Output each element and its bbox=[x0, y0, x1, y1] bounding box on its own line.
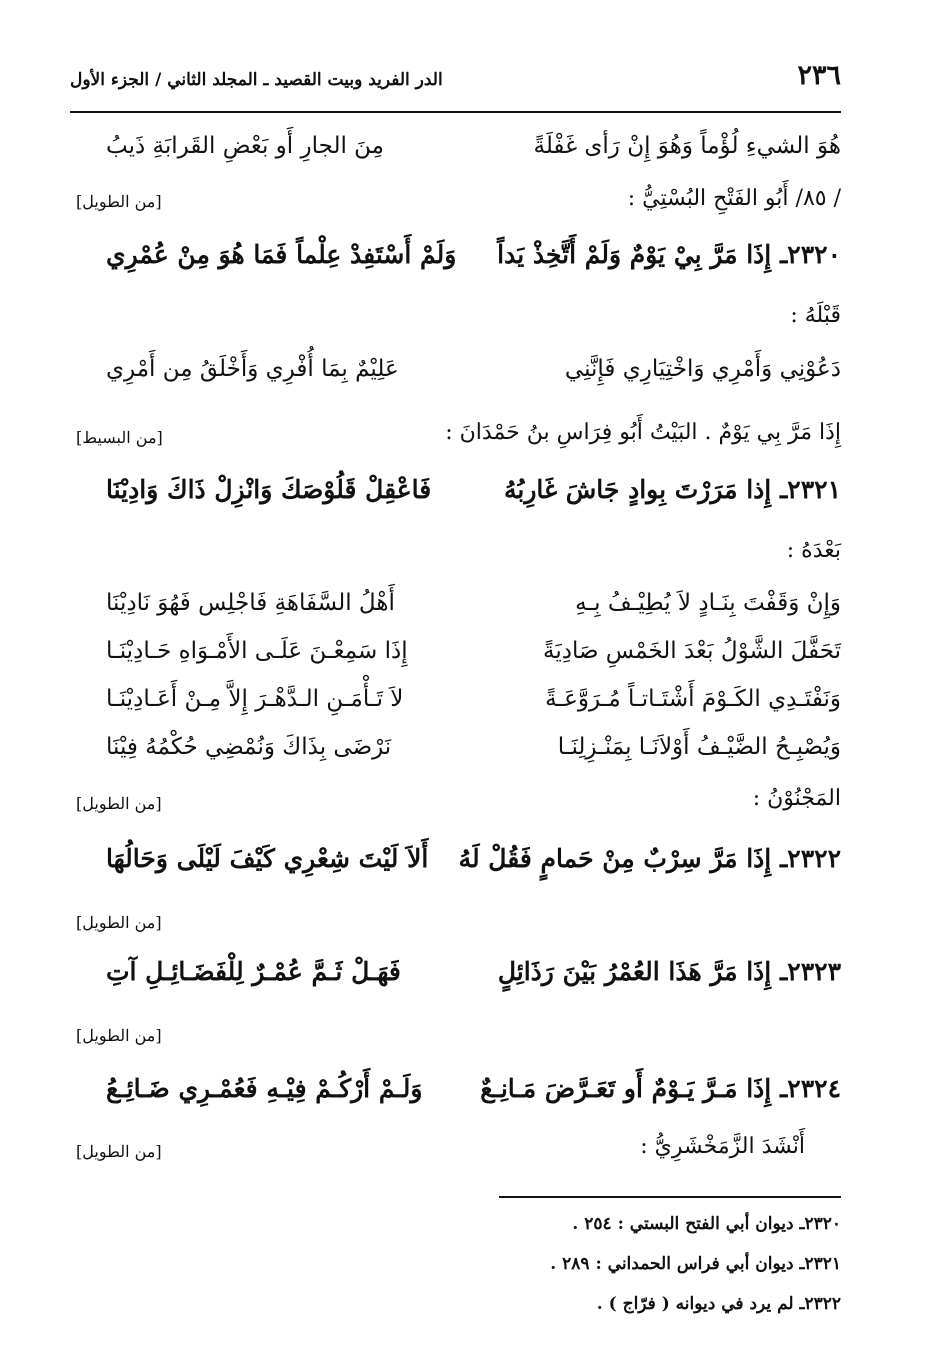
poet-intro: إِذَا مَرَّ بِي يَوْمٌ . البَيْتُ أَبُو فِرَاسِ بنُ حَمْدَانَ : bbox=[445, 420, 841, 445]
verse-first-hemistich: وَيُصْبِـحُ الضَّيْـفُ أَوْلاَنَـا بِمَنْـزِلِنَـا bbox=[557, 734, 841, 760]
verse-line bbox=[96, 638, 841, 682]
verse-second-hemistich: أَلاَ لَيْتَ شِعْرِي كَيْفَ لَيْلَى وَحَالُهَا bbox=[106, 844, 429, 873]
verse-second-hemistich: عَلِيْمٌ بِمَا أُفْرِي وَأَخْلَقُ مِن أَمْرِي bbox=[106, 356, 399, 382]
verse-first-hemistich: دَعُوْنِي وَأَمْرِي وَاخْتِيَارِي فَإِنَّنِي bbox=[564, 356, 841, 382]
verse-line bbox=[96, 356, 841, 400]
poet-intro: المَجْنُوْنُ : bbox=[752, 786, 841, 811]
verse-2320 bbox=[96, 240, 841, 284]
running-title: الدر الفريد وبيت القصيد ـ المجلد الثاني / الجزء الأول bbox=[70, 70, 443, 90]
header-rule bbox=[70, 111, 841, 113]
footnote-rule bbox=[499, 1196, 841, 1198]
meter-label: [من الطويل] bbox=[76, 794, 162, 813]
verse-second-hemistich: مِنَ الجارِ أَو بَعْضِ القَرابَةِ ذَيبُ bbox=[106, 133, 384, 159]
verse-second-hemistich: لاَ تَـأْمَـنِ الـدَّهْـرَ إِلاَّ مِـنْ أَعَـادِيْنَـا bbox=[106, 686, 404, 712]
verse-line bbox=[96, 686, 841, 730]
footnote: ٢٣٢١ـ ديوان أبي فراس الحمداني : ٢٨٩ . bbox=[550, 1254, 841, 1274]
verse-first-hemistich: وَنَفْتَـدِي الكَـوْمَ أَشْتَـاتـاً مُـرَوَّعَـةً bbox=[545, 686, 841, 712]
verse-first-hemistich: ٢٣٢٠ـ إِذَا مَرَّ بِيْ يَوْمٌ وَلَمْ أَتَّخِذْ يَداً bbox=[497, 240, 841, 269]
poet-intro: / ٨٥/ أَبُو الفَتْحِ البُسْتِيُّ : bbox=[627, 186, 841, 211]
verse-first-hemistich: ٢٣٢١ـ إِذا مَرَرْتَ بِوادٍ جَاشَ غَارِبُهُ bbox=[503, 475, 841, 504]
page-number: ٢٣٦ bbox=[797, 60, 841, 91]
verse-2324 bbox=[96, 1074, 841, 1118]
verse-second-hemistich: وَلَـمْ أَرْكُـمْ فِيْـهِ فَعُمْـرِي ضَـائِـعُ bbox=[106, 1074, 423, 1103]
verse-line bbox=[96, 133, 841, 177]
verse-first-hemistich: هُوَ الشيءِ لُؤْماً وَهُوَ إِنْ رَأى غَفْلَةً bbox=[533, 133, 841, 159]
verse-second-hemistich: فَهَـلْ ثَـمَّ عُمْـرٌ لِلْفَضَـائِـلِ آتِ bbox=[106, 957, 401, 986]
meter-label: [من الطويل] bbox=[76, 1026, 162, 1045]
meter-label: [من الطويل] bbox=[76, 913, 162, 932]
footnote: ٢٣٢٢ـ لم يرد في ديوانه ( فرّاج ) . bbox=[596, 1294, 841, 1314]
verse-line bbox=[96, 734, 841, 778]
verse-first-hemistich: ٢٣٢٣ـ إِذَا مَرَّ هَذَا العُمْرُ بَيْنَ رَذَائِلٍ bbox=[497, 957, 841, 986]
verse-second-hemistich: نَرْضَى بِذَاكَ وَنُمْضِي حُكْمُهُ فِيْنَا bbox=[106, 734, 392, 760]
meter-label: [من البسيط] bbox=[76, 428, 163, 447]
verse-2321 bbox=[96, 475, 841, 519]
verse-first-hemistich: وَإِنْ وَقَفْتَ بِنَـادٍ لاَ يُطِيْـفُ بِـهِ bbox=[575, 590, 841, 616]
verse-second-hemistich: وَلَمْ أَسْتَفِدْ عِلْماً فَمَا هُوَ مِنْ عُمْرِي bbox=[106, 240, 457, 269]
footnote: ٢٣٢٠ـ ديوان أبي الفتح البستي : ٢٥٤ . bbox=[572, 1214, 841, 1234]
meter-label: [من الطويل] bbox=[76, 192, 162, 211]
verse-second-hemistich: فَاعْقِلْ قَلُوْصَكَ وَانْزِلْ ذَاكَ وَادِيْنَا bbox=[106, 475, 432, 504]
note-before: قَبْلَهُ : bbox=[790, 303, 841, 328]
verse-2323 bbox=[96, 957, 841, 1001]
verse-line bbox=[96, 590, 841, 634]
verse-first-hemistich: ٢٣٢٢ـ إِذَا مَرَّ سِرْبٌ مِنْ حَمامٍ فَقُلْ لَهُ bbox=[458, 844, 841, 873]
note-after: بَعْدَهُ : bbox=[786, 538, 841, 563]
verse-first-hemistich: تَحَفَّلَ الشَّوْلُ بَعْدَ الخَمْسِ صَادِيَةً bbox=[542, 638, 841, 664]
meter-label: [من الطويل] bbox=[76, 1142, 162, 1161]
page-header bbox=[70, 60, 841, 100]
verse-second-hemistich: إِذَا سَمِعْـنَ عَلَـى الأَمْـوَاهِ حَـادِيْنَـا bbox=[106, 638, 408, 664]
verse-first-hemistich: ٢٣٢٤ـ إِذَا مَـرَّ يَـوْمٌ أَو تَعَـرَّضَ مَـانِـعٌ bbox=[480, 1074, 841, 1103]
poet-intro: أَنْشَدَ الزَّمَخْشَرِيُّ : bbox=[640, 1134, 805, 1159]
verse-second-hemistich: أَهْلُ السَّفَاهَةِ فَاجْلِس فَهُوَ نَادِيْنَا bbox=[106, 590, 395, 616]
verse-2322 bbox=[96, 844, 841, 888]
